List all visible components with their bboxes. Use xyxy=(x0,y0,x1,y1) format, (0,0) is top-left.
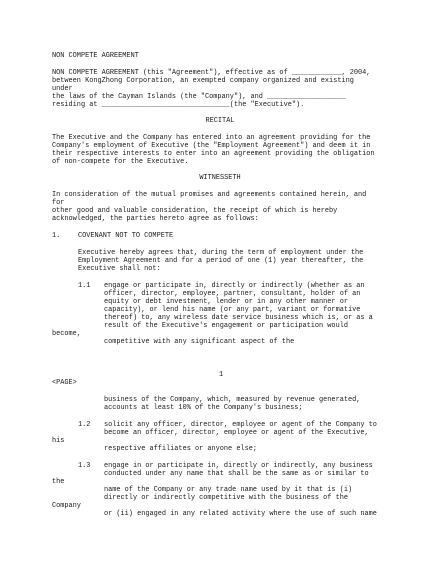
clause-1-3-wrap-2: Company xyxy=(52,502,81,510)
witnesseth-line-1: In consideration of the mutual promises and agreements contained herein, and xyxy=(52,191,367,199)
intro-line-2: between KongZhong Corporation, an exempted company organized and existing xyxy=(52,77,354,85)
page-tag: <PAGE> xyxy=(52,379,77,387)
recital-heading: RECITAL xyxy=(205,117,235,125)
clause-1-3-line-2: conducted under any name that shall be the same as or similar to xyxy=(104,470,369,478)
witnesseth-line-4: acknowledged, the parties hereto agree as follows: xyxy=(52,215,259,223)
section-1-lead-1: Executive hereby agrees that, during the term of employment under the xyxy=(78,249,364,257)
page-number: 1 xyxy=(219,371,224,379)
intro-line-4: the laws of the Cayman Islands (the "Company"), and ___________________ xyxy=(52,93,346,101)
clause-1-2-number: 1.2 xyxy=(78,421,91,429)
clause-1-3-cont-1: name of the Company or any trade name used by it that is (i) xyxy=(104,486,353,494)
clause-1-1-cont: competitive with any significant aspect of the xyxy=(104,338,295,346)
section-1-number: 1. xyxy=(52,232,61,240)
intro-line-5: residing at _______________________________(the "Executive"). xyxy=(52,101,305,109)
section-1-lead-2: Employment Agreement and for a period of one (1) year thereafter, the xyxy=(78,257,364,265)
clause-1-3-number: 1.3 xyxy=(78,462,91,470)
clause-1-1-line-1: engage or participate in, directly or indirectly (whether as an xyxy=(104,282,365,290)
document-title: NON COMPETE AGREEMENT xyxy=(52,52,139,60)
witnesseth-line-2: for xyxy=(52,199,65,207)
clause-1-2-wrap: his xyxy=(52,437,65,445)
section-1-lead-3: Executive shall not: xyxy=(78,265,161,273)
clause-1-1-wrap: become, xyxy=(52,330,81,338)
clause-1-3-cont-3: or (ii) engaged in any related activity where the use of such name xyxy=(104,510,377,518)
recital-line-4: of non-compete for the Executive. xyxy=(52,158,189,166)
clause-1-1-cont-3: accounts at least 10% of the Company's business; xyxy=(104,404,303,412)
clause-1-1-line-4: capacity), or lend his name (or any part, variant or formative xyxy=(104,306,361,314)
recital-line-2: Company's employment of Executive (the "Employment Agreement") and deem it in xyxy=(52,142,371,150)
recital-line-1: The Executive and the Company has entered into an agreement providing for the xyxy=(52,134,371,142)
clause-1-3-wrap: the xyxy=(52,478,65,486)
recital-line-3: their respective interests to enter into an agreement providing the obligation xyxy=(52,150,375,158)
clause-1-1-line-5: thereof) to, any wireless date service business which is, or as a xyxy=(104,314,373,322)
witnesseth-line-3: other good and valuable consideration, the receipt of which is hereby xyxy=(52,207,338,215)
witnesseth-heading: WITNESSETH xyxy=(199,174,241,182)
clause-1-1-number: 1.1 xyxy=(78,282,91,290)
clause-1-2-cont: respective affiliates or anyone else; xyxy=(104,445,257,453)
clause-1-3-line-1: engage in or participate in, directly or indirectly, any business xyxy=(104,462,373,470)
clause-1-1-cont-2: business of the Company, which, measured by revenue generated, xyxy=(104,396,361,404)
intro-line-1: NON COMPETE AGREEMENT (this "Agreement"), effective as of ____________, 2004, xyxy=(52,69,371,77)
clause-1-2-line-1: solicit any officer, director, employee or agent of the Company to xyxy=(104,421,377,429)
clause-1-3-cont-2: directly or indirectly competitive with the business of the xyxy=(104,494,348,502)
clause-1-2-line-2: become an officer, director, employee or agent of the Executive, xyxy=(104,429,369,437)
clause-1-1-line-6: result of the Executive's engagement or participation would xyxy=(104,322,348,330)
section-1-heading: COVENANT NOT TO COMPETE xyxy=(78,232,174,240)
clause-1-1-line-2: officer, director, employee, partner, consultant, holder of an xyxy=(104,290,361,298)
intro-line-3: under xyxy=(52,85,73,93)
clause-1-1-line-3: equity or debt investment, lender or in any other manner or xyxy=(104,298,348,306)
